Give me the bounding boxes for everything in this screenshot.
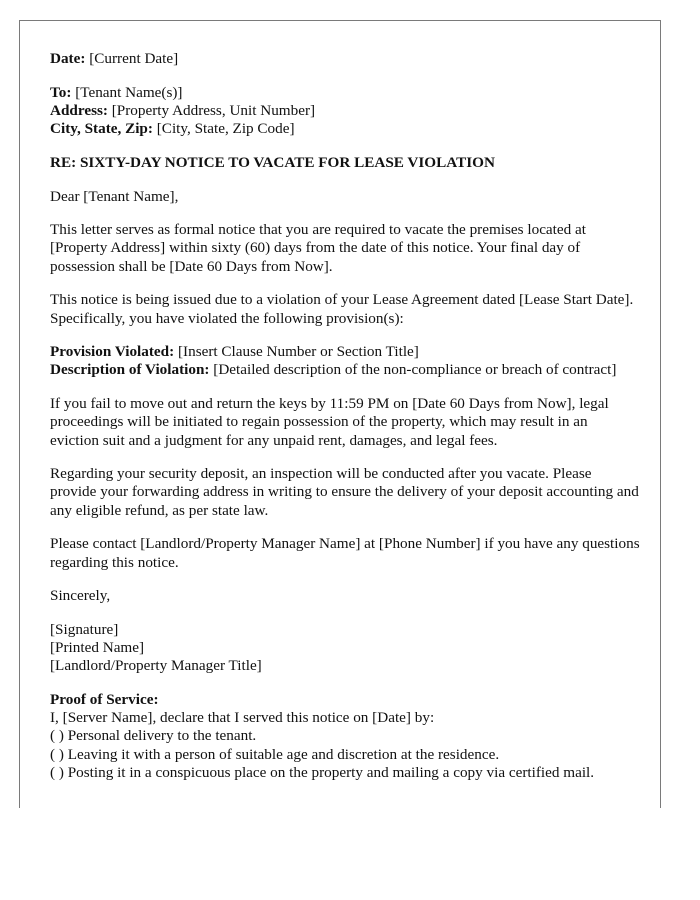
proof-heading	[50, 691, 640, 709]
to-value: [Tenant Name(s)]	[71, 83, 183, 101]
city-line	[50, 120, 640, 138]
signature-block	[50, 621, 640, 676]
provision-label: Provision Violated:	[50, 343, 175, 361]
date-value: [Current Date]	[85, 50, 179, 67]
subject-line	[50, 154, 640, 172]
proof-of-service	[50, 691, 640, 782]
letter-body	[50, 50, 640, 782]
paragraph-violation-reason: This notice is being issued due to a violation of your Lease Agreement dated [Lease Start Date]. Specifically, you have violated the following provision(s):	[50, 291, 634, 327]
paragraph-consequences: If you fail to move out and return the keys by 11:59 PM on [Date 60 Days from Now], legal proceedings will be initiated to regain possession of the property, which may result in an eviction suit and a judgment for any unpaid rent, damages, and legal fees.	[50, 395, 609, 449]
letter-page	[19, 20, 661, 808]
signer-title: [Landlord/Property Manager Title]	[50, 657, 262, 675]
proof-option: ( ) Posting it in a conspicuous place on the property and mailing a copy via certified mail.	[50, 763, 595, 781]
sign-off: Sincerely,	[50, 587, 111, 605]
proof-declaration: I, [Server Name], declare that I served this notice on [Date] by:	[50, 709, 435, 727]
paragraph-contact: Please contact [Landlord/Property Manager Name] at [Phone Number] if you have any questions regarding this notice.	[50, 535, 640, 571]
description-value: [Detailed description of the non-compliance or breach of contract]	[209, 361, 617, 379]
provision-line	[50, 343, 640, 361]
printed-name: [Printed Name]	[50, 639, 145, 657]
proof-heading-text: Proof of Service:	[50, 691, 159, 709]
proof-option: ( ) Leaving it with a person of suitable age and discretion at the residence.	[50, 745, 500, 763]
to-line	[50, 84, 640, 102]
date-label: Date:	[50, 50, 86, 67]
provision-value: [Insert Clause Number or Section Title]	[174, 343, 419, 361]
recipient-block	[50, 84, 640, 139]
address-line	[50, 102, 640, 120]
signature-placeholder: [Signature]	[50, 620, 119, 638]
subject-text: RE: SIXTY-DAY NOTICE TO VACATE FOR LEASE VIOLATION	[50, 153, 495, 171]
address-value: [Property Address, Unit Number]	[107, 101, 316, 119]
salutation: Dear [Tenant Name],	[50, 187, 179, 205]
violation-block	[50, 343, 640, 379]
date-line	[50, 50, 640, 68]
description-line	[50, 361, 640, 379]
to-label: To:	[50, 83, 72, 101]
description-label: Description of Violation:	[50, 361, 210, 379]
city-value: [City, State, Zip Code]	[152, 120, 295, 138]
city-label: City, State, Zip:	[50, 120, 153, 138]
paragraph-deposit: Regarding your security deposit, an inspection will be conducted after you vacate. Please provide your forwarding address in writing to ensure the delivery of your deposit accounting and any eligible refund, as per state law.	[50, 465, 639, 519]
proof-option: ( ) Personal delivery to the tenant.	[50, 727, 257, 745]
paragraph-notice: This letter serves as formal notice that you are required to vacate the premises located at [Property Address] within sixty (60) days from the date of this notice. Your final day of possession shall be [Date 60 Days from Now].	[50, 221, 586, 275]
address-label: Address:	[50, 101, 108, 119]
